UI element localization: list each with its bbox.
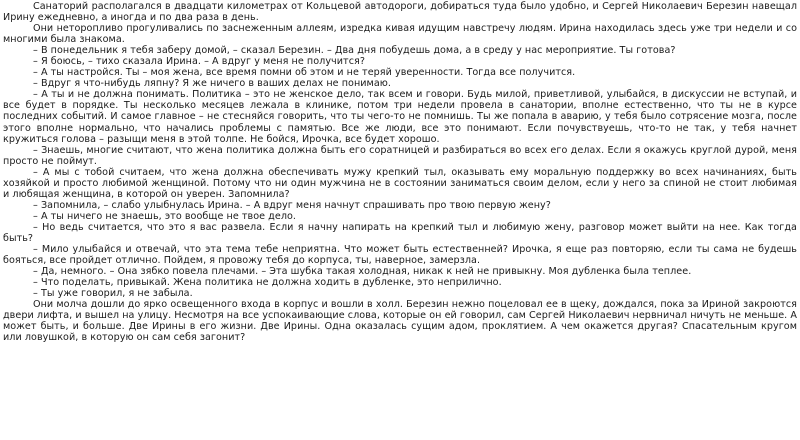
- paragraph-dialogue: – Я боюсь, – тихо сказала Ирина. – А вдруг у меня не получится?: [33, 56, 365, 68]
- paragraph-dialogue: – В понедельник я тебя заберу домой, – сказал Березин. – Два дня побудешь дома, а в среду у нас мероприятие. Ты готова?: [33, 45, 676, 57]
- paragraph-dialogue: – Ты уже говорил, я не забыла.: [33, 288, 193, 300]
- paragraph-dialogue: – Вдруг я что-нибудь ляпну? Я же ничего в ваших делах не понимаю.: [33, 78, 391, 90]
- paragraph-dialogue: – Но ведь считается, что это я вас развела. Если я начну напирать на крепкий тыл и любимую жену, разговор может выйти на нее. Как тогда быть?: [3, 221, 797, 244]
- book-text-page: [3, 1, 797, 343]
- paragraph-narration: Санаторий располагался в двадцати километрах от Кольцевой автодороги, добираться туда было удобно, и Сергей Николаевич Березин навещал Ирину ежедневно, а иногда и по два раза в день.: [3, 1, 797, 24]
- paragraph-dialogue: – А мы с тобой считаем, что жена должна обеспечивать мужу крепкий тыл, оказывать ему моральную поддержку во всех начинаниях, быть хозяйкой и просто любимой женщиной. Потому что ни один мужчина не в состоянии заниматься своим делом, если у него за спиной не стоит любимая и любящая женщина, в которой он уверен. Запомнила?: [3, 166, 797, 200]
- paragraph-dialogue: – Мило улыбайся и отвечай, что эта тема тебе неприятна. Что может быть естественней? Ирочка, я еще раз повторяю, если ты сама не будешь бояться, все пройдет отлично. Пойдем, я провожу тебя до корпуса, ты, наверное, замерзла.: [3, 244, 797, 267]
- paragraph-narration: Они молча дошли до ярко освещенного входа в корпус и вошли в холл. Березин нежно поцеловал ее в щеку, дождался, пока за Ириной закроются двери лифта, и вышел на улицу. Несмотря на все успокаивающие слова, которые он ей говорил, сам Сергей Николаевич нервничал ничуть не меньше. А может быть, и больше. Две Ирины в его жизни. Две Ирины. Одна оказалась сущим адом, проклятием. А чем окажется другая? Спасательным кругом или ловушкой, в которую он сам себя загонит?: [3, 299, 797, 344]
- paragraph-narration: Они неторопливо прогуливались по заснеженным аллеям, изредка кивая идущим навстречу людям. Ирина находилась здесь уже три недели и со многими была знакома.: [3, 23, 797, 46]
- paragraph-dialogue: – Да, немного. – Она зябко повела плечами. – Эта шубка такая холодная, никак к ней не привыкну. Моя дубленка была теплее.: [33, 266, 692, 278]
- paragraph-dialogue: – А ты и не должна понимать. Политика – это не женское дело, так всем и говори. Будь милой, приветливой, улыбайся, в дискуссии не вступай, и все будет в порядке. Ты несколько месяцев лежала в клинике, потом три недели провела в санатории, вполне естественно, что ты не в курсе последних событий. И самое главное – не стесняйся говорить, что ты чего-то не помнишь. Ты же попала в аварию, у тебя было сотрясение мозга, после этого вполне нормально, что начались проблемы с памятью. Все же люди, все это понимают. Если почувствуешь, что-то не так, у тебя начнет кружиться голова – разыщи меня в этой толпе. Не бойся, Ирочка, все будет хорошо.: [3, 89, 797, 145]
- paragraph-dialogue: – А ты настройся. Ты – моя жена, все время помни об этом и не теряй уверенности. Тогда все получится.: [33, 67, 576, 79]
- paragraph-dialogue: – Знаешь, многие считают, что жена политика должна быть его соратницей и разбираться во всех его делах. Если я окажусь круглой дурой, меня просто не поймут.: [3, 144, 797, 167]
- paragraph-dialogue: – Запомнила, – слабо улыбнулась Ирина. – А вдруг меня начнут спрашивать про твою первую жену?: [33, 199, 551, 211]
- paragraph-dialogue: – А ты ничего не знаешь, это вообще не твое дело.: [33, 210, 297, 222]
- paragraph-dialogue: – Что поделать, привыкай. Жена политика не должна ходить в дубленке, это неприлично.: [33, 277, 502, 289]
